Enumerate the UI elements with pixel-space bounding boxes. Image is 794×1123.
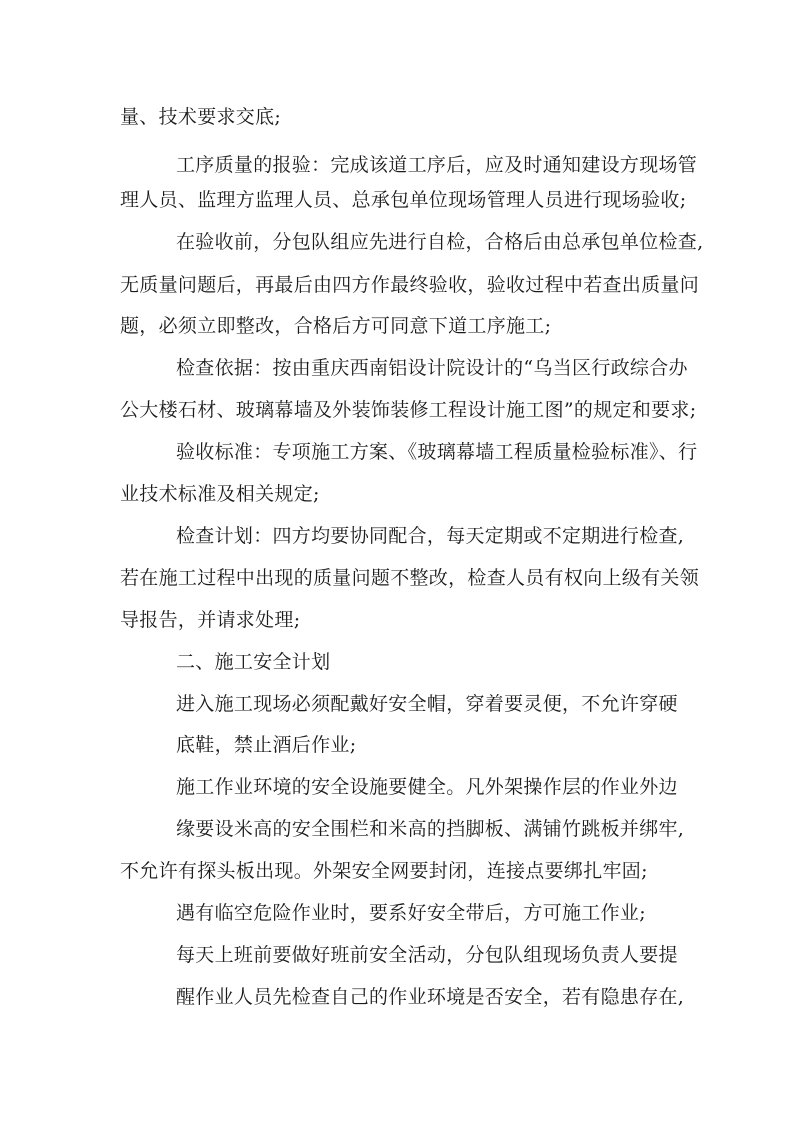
- text-line: 在验收前，分包队组应先进行自检，合格后由总承包单位检查,: [176, 231, 704, 253]
- section-heading: 二、施工安全计划: [176, 651, 331, 673]
- text-line: 无质量问题后，再最后由四方作最终验收，验收过程中若查出质量问: [120, 274, 700, 296]
- text-line: 量、技术要求交底;: [120, 106, 282, 128]
- text-line: 检查计划：四方均要协同配合，每天定期或不定期进行检查,: [176, 525, 685, 547]
- text-line: 每天上班前要做好班前安全活动，分包队组现场负责人要提: [176, 944, 678, 966]
- text-line: 若在施工过程中出现的质量问题不整改，检查人员有权向上级有关领: [120, 567, 700, 589]
- text-line: 检查依据：按由重庆西南铝设计院设计的“乌当区行政综合办: [176, 357, 688, 379]
- text-line: 题，必须立即整改，合格后方可同意下道工序施工;: [120, 315, 552, 337]
- text-line: 验收标准：专项施工方案、《玻璃幕墙工程质量检验标准》、行: [176, 441, 698, 463]
- text-line: 进入施工现场必须配戴好安全帽，穿着要灵便，不允许穿硬: [176, 693, 678, 715]
- text-line: 底鞋，禁止酒后作业;: [176, 734, 357, 756]
- text-line: 施工作业环境的安全设施要健全。凡外架操作层的作业外边: [176, 776, 678, 798]
- text-line: 醒作业人员先检查自己的作业环境是否安全，若有隐患存在,: [176, 986, 685, 1008]
- text-line: 工序质量的报验：完成该道工序后，应及时通知建设方现场管: [176, 154, 698, 176]
- text-line: 业技术标准及相关规定;: [120, 483, 320, 505]
- text-line: 公大楼石材、玻璃幕墙及外装饰装修工程设计施工图”的规定和要求;: [120, 399, 697, 421]
- text-line: 缘要设米高的安全围栏和米高的挡脚板、满铺竹跳板并绑牢,: [176, 818, 685, 840]
- text-line: 不允许有探头板出现。外架安全网要封闭，连接点要绑扎牢固;: [120, 860, 648, 882]
- text-line: 理人员、监理方监理人员、总承包单位现场管理人员进行现场验收;: [120, 189, 687, 211]
- text-line: 导报告，并请求处理;: [120, 609, 301, 631]
- text-line: 遇有临空危险作业时，要系好安全带后，方可施工作业;: [176, 902, 646, 924]
